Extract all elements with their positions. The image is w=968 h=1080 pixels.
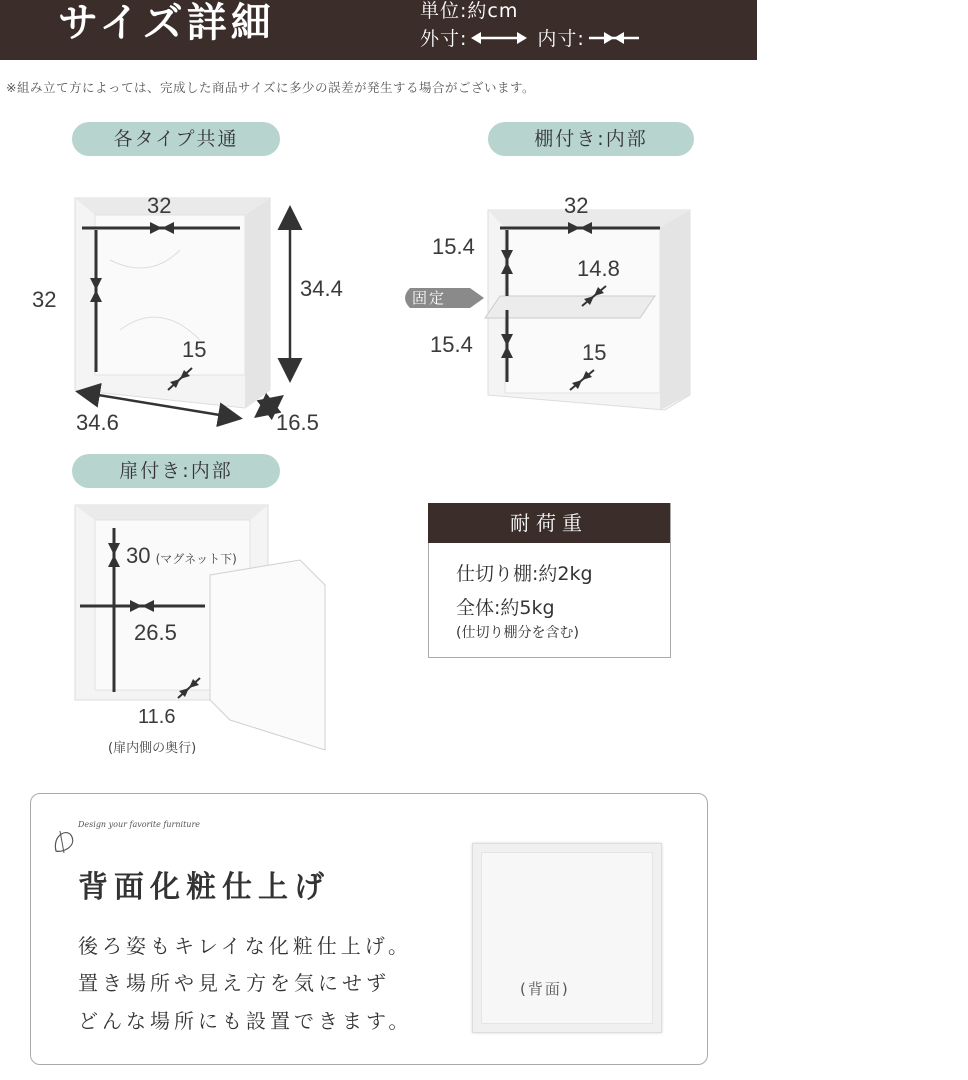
door-depth-note: (扉内側の奥行) [108, 741, 197, 756]
section-label-shelf: 棚付き:内部 [488, 122, 694, 156]
common-inner-width: 32 [147, 193, 172, 218]
door-height [126, 543, 237, 569]
brand-logo-text: Design your favorite furniture [78, 820, 200, 829]
script-d-icon [50, 825, 210, 855]
back-panel-label: (背面) [520, 980, 570, 998]
load-shelf: 仕切り棚:約2kg [456, 563, 593, 585]
feature-line-2: 置き場所や見え方を気にせず [78, 971, 390, 995]
outer-label: 外寸: [420, 28, 468, 50]
feature-line-1: 後ろ姿もキレイな化粧仕上げ。 [78, 934, 412, 958]
fixed-tag: 固定 [412, 289, 447, 307]
brand-logo [50, 825, 210, 859]
common-inner-height: 32 [32, 287, 57, 312]
inner-label: 内寸: [537, 28, 585, 50]
unit-label: 単位:約cm [420, 0, 519, 22]
section-label-door: 扉付き:内部 [72, 454, 280, 488]
door-height-value: 30 [126, 543, 151, 568]
door-box-diagram [75, 505, 325, 750]
door-height-note: (マグネット下) [155, 552, 237, 566]
common-inner-depth: 15 [182, 337, 207, 362]
feature-line-3: どんな場所にも設置できます。 [78, 1009, 413, 1033]
section-label-common: 各タイプ共通 [72, 122, 280, 156]
common-outer-width: 34.6 [76, 410, 119, 435]
load-capacity-title: 耐荷重 [428, 503, 670, 543]
page-title: サイズ詳細 [58, 0, 275, 46]
shelf-upper-height: 15.4 [432, 234, 475, 259]
back-panel-image [472, 843, 662, 1033]
shelf-depth: 14.8 [577, 256, 620, 281]
disclaimer-note: ※組み立て方によっては、完成した商品サイズに多少の誤差が発生する場合がございます。 [6, 80, 535, 95]
shelf-inner-depth: 15 [582, 340, 607, 365]
common-box-diagram [75, 198, 290, 418]
shelf-inner-width: 32 [564, 193, 589, 218]
load-total: 全体:約5kg [456, 597, 555, 619]
common-outer-depth: 16.5 [276, 410, 319, 435]
common-outer-height: 34.4 [300, 276, 343, 301]
door-width: 26.5 [134, 620, 177, 645]
shelf-lower-height: 15.4 [430, 332, 473, 357]
load-note: (仕切り棚分を含む) [456, 625, 579, 641]
feature-title: 背面化粧仕上げ [78, 870, 330, 905]
door-depth: 11.6 [138, 706, 176, 728]
